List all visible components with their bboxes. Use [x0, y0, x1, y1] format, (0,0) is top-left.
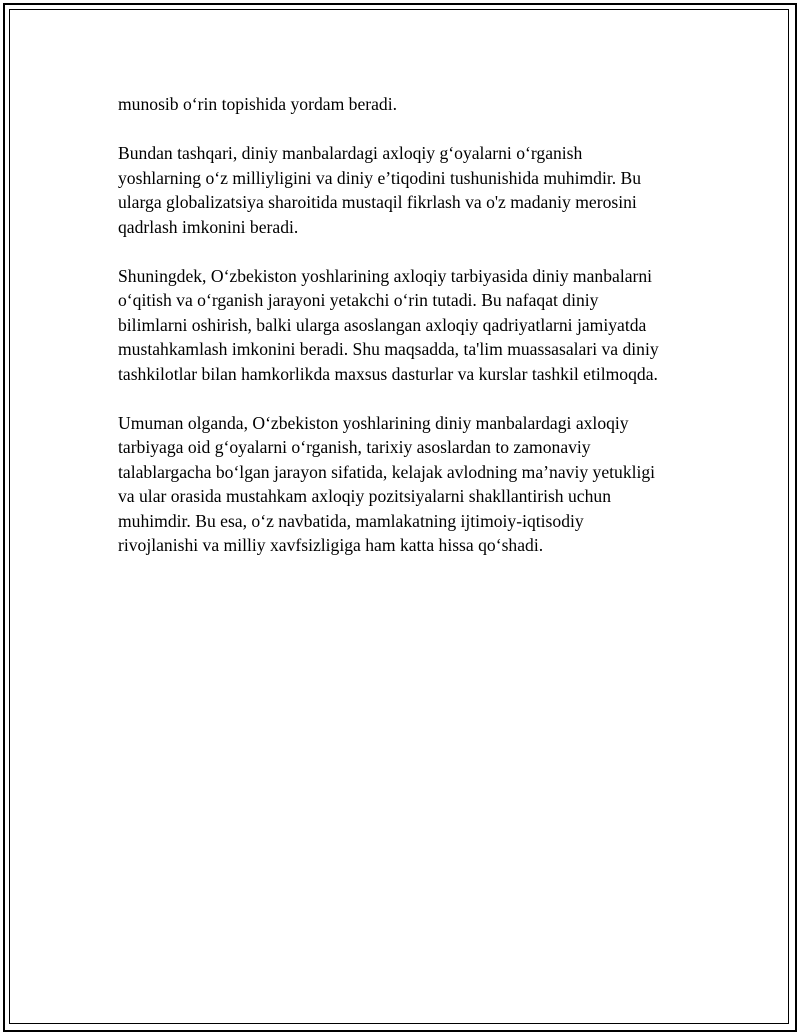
paragraph-conclusion: Umuman olganda, O‘zbekiston yoshlarining diniy manbalardagi axloqiy tarbiyaga oid g‘oyalarni o‘rganish, tarixiy asoslardan to zamonaviy talablargacha bo‘lgan jarayon sifatida, kelajak avlodning ma’naviy yetukligi va ular orasida mustahkam axloqiy pozitsiyalarni shakllantirish uchun muhimdir. Bu esa, o‘z navbatida, mamlakatning ijtimoiy-iqtisodiy rivojlanishi va milliy xavfsizligiga ham katta hissa qo‘shadi.	[118, 412, 656, 555]
paragraph-continuation: munosib o‘rin topishida yordam beradi.	[118, 94, 398, 114]
paragraph-moral-education: Shuningdek, O‘zbekiston yoshlarining axloqiy tarbiyasida diniy manbalarni o‘qitish va o‘rganish jarayoni yetakchi o‘rin tutadi. Bu nafaqat diniy bilimlarni oshirish, balki ularga asoslangan axloqiy qadriyatlarni jamiyatda mustahkamlash imkonini beradi. Shu maqsadda, ta'lim muassasalari va diniy tashkilotlar bilan hamkorlikda maxsus dasturlar va kurslar tashkil etilmoqda.	[118, 265, 659, 384]
paragraph-religious-sources: Bundan tashqari, diniy manbalardagi axloqiy g‘oyalarni o‘rganish yoshlarning o‘z milliyligini va diniy e’tiqodini tushunishida muhimdir. Bu ularga globalizatsiya sharoitida mustaqil fikrlash va o'z madaniy merosini qadrlash imkonini beradi.	[118, 143, 642, 237]
document-body	[118, 92, 698, 582]
